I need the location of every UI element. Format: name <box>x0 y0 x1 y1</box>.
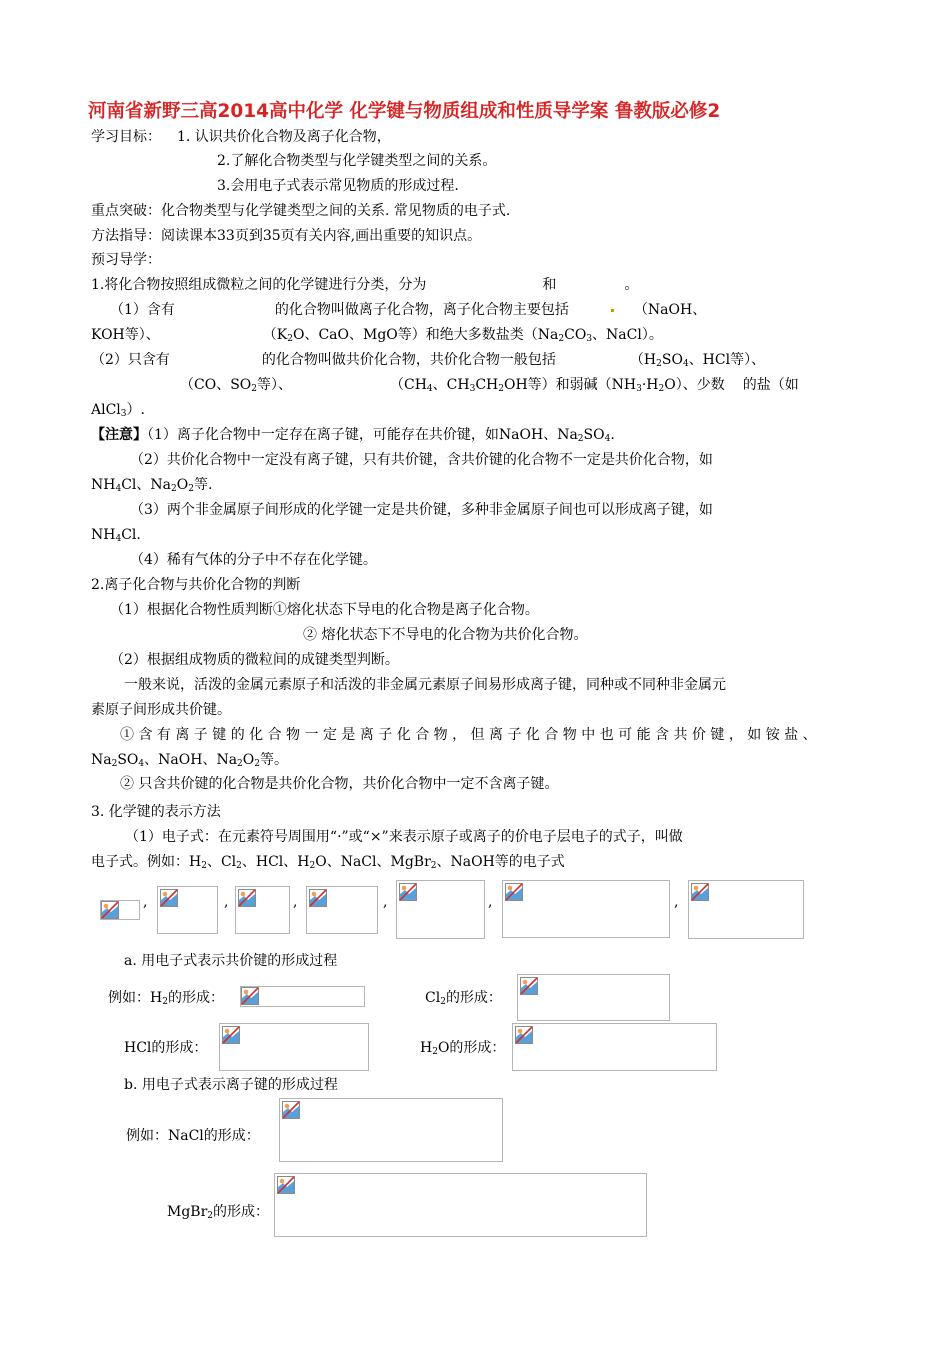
note-1 <box>91 426 615 444</box>
sub: 2 <box>236 861 242 871</box>
broken-image-icon <box>277 1176 295 1194</box>
nacl-formation-image <box>279 1098 503 1162</box>
mgbr2-b: 的形成： <box>213 1204 270 1220</box>
s1-p1-a: （1）含有 <box>110 302 175 318</box>
sub: 3 <box>469 384 476 394</box>
sub: 2 <box>251 384 257 394</box>
sub: 2 <box>432 1047 438 1057</box>
s1-p2-b: 的化合物叫做共价化合物，共价化合物一般包括 <box>261 352 556 368</box>
sub: 2 <box>656 359 662 369</box>
sub: 2 <box>558 334 565 344</box>
s1-p1-h: 、NaCl）。 <box>592 327 663 343</box>
cl2-formation-label <box>425 989 502 1007</box>
objectives-label <box>91 128 391 146</box>
nacl-formation-label: 例如：NaCl的形成： <box>126 1128 260 1144</box>
comma: , <box>488 894 493 910</box>
sub: 2 <box>188 484 194 494</box>
note-2-line2 <box>91 476 212 494</box>
s2-d2-d: O <box>242 752 255 768</box>
s1-p1-c: （NaOH、 <box>633 302 707 318</box>
s2-d2-b: SO <box>117 752 139 768</box>
note-3 <box>130 501 713 519</box>
sub: 2 <box>440 997 446 1007</box>
s3-p2-a: 电子式。例如：H <box>91 854 202 870</box>
s3-p2-c: 、HCl、H <box>241 854 310 870</box>
s1-p2-d: SO <box>661 352 683 368</box>
sub: 4 <box>426 384 433 394</box>
sub: 2 <box>111 759 118 769</box>
s1-p2-e: 、HCl等）、 <box>688 352 766 368</box>
s2-e: ② 只含共价键的化合物是共价化合物，共价化合物中一定不含离子键。 <box>120 776 559 792</box>
s2-heading: 2.离子化合物与共价化合物的判断 <box>91 577 301 593</box>
h2-formation-image <box>240 986 365 1007</box>
sub: 2 <box>287 334 293 344</box>
h2-b: 的形成： <box>167 990 224 1006</box>
note-1-c: . <box>610 427 615 443</box>
sub: 4 <box>682 359 689 369</box>
note-2-f: 等. <box>193 477 213 493</box>
hcl-formation-label: HCl的形成： <box>124 1040 208 1056</box>
broken-image-icon <box>160 889 178 907</box>
h2o-formation-image <box>512 1023 717 1071</box>
s1-p2-line2 <box>180 376 799 394</box>
sub: 2 <box>498 384 504 394</box>
s2-d2-c: 、NaOH、Na <box>144 752 238 768</box>
s1-p1-d: KOH等）、 <box>91 327 160 343</box>
sub: 3 <box>120 409 127 419</box>
note-2 <box>130 451 713 469</box>
note-3-a: （3）两个非金属原子间形成的化学键一定是共价键，多种非金属原子间也可以形成离子键，如 <box>130 502 713 518</box>
sub: 3 <box>586 334 593 344</box>
mark-dot <box>611 309 614 312</box>
electron-formula-cl2 <box>157 886 218 934</box>
s1-p2-j: CH <box>475 377 499 393</box>
sub: 2 <box>201 861 207 871</box>
note-2-e: O <box>176 477 189 493</box>
s2-b: （2）根据组成物质的微粒间的成键类型判断。 <box>110 652 399 668</box>
note-1-b: SO <box>583 427 605 443</box>
cl2-b: 的形成： <box>445 990 502 1006</box>
s1-p1-g: CO <box>564 327 587 343</box>
s2-c1: 一般来说，活泼的金属元素原子和活泼的非金属元素原子间易形成离子键，同种或不同种非金属元 <box>124 677 726 693</box>
sub: 2 <box>162 997 168 1007</box>
s1-p2-h: （CH <box>390 377 427 393</box>
note-3-c: Cl. <box>121 527 141 543</box>
h2-a: 例如：H <box>108 990 163 1006</box>
s1-p2-line3 <box>91 401 145 419</box>
note-label: 【注意】 <box>91 427 147 443</box>
broken-image-icon <box>520 977 538 995</box>
comma: , <box>674 894 679 910</box>
broken-image-icon <box>399 883 417 901</box>
electron-formula-nacl <box>396 880 485 939</box>
h2o-b: O的形成： <box>437 1040 506 1056</box>
sub: 3 <box>636 384 642 394</box>
s1-p1-e: （K <box>262 327 288 343</box>
electron-formula-mgbr2 <box>502 880 670 938</box>
s1-p2-l: ·H <box>641 377 659 393</box>
sub: 4 <box>115 484 122 494</box>
s3-p2 <box>91 853 565 871</box>
s3-b-label: b. 用电子式表示离子键的形成过程 <box>124 1077 338 1093</box>
s1-p2-a: （2）只含有 <box>91 352 170 368</box>
s1-p2-i: 、CH <box>432 377 470 393</box>
comma: , <box>383 894 388 910</box>
broken-image-icon <box>691 883 709 901</box>
s2-a1: （1）根据化合物性质判断①熔化状态下导电的化合物是离子化合物。 <box>110 602 539 618</box>
broken-image-icon <box>238 889 256 907</box>
s2-d2-a: Na <box>91 752 112 768</box>
broken-image-icon <box>282 1101 300 1119</box>
objective-3: 3.会用电子式表示常见物质的形成过程. <box>217 178 459 194</box>
h2o-a: H <box>420 1040 433 1056</box>
note-3-b: NH <box>91 527 116 543</box>
s3-p1: （1）电子式：在元素符号周围用“·”或“×”来表示原子或离子的价电子层电子的式子，叫做 <box>125 829 683 845</box>
s1-p1-b: 的化合物叫做离子化合物，离子化合物主要包括 <box>274 302 569 318</box>
s3-a-label: a. 用电子式表示共价键的形成过程 <box>124 953 338 969</box>
broken-image-icon <box>241 987 259 1005</box>
note-2-c: NH <box>91 477 116 493</box>
method-guide: 方法指导：阅读课本33页到35页有关内容,画出重要的知识点。 <box>91 228 482 244</box>
sub: 4 <box>138 759 145 769</box>
s1-intro-b: 和 <box>542 277 557 293</box>
s1-intro-c: 。 <box>624 277 639 293</box>
electron-formula-naoh <box>688 880 804 939</box>
broken-image-icon <box>309 889 327 907</box>
mgbr2-a: MgBr <box>167 1204 208 1220</box>
sub: 2 <box>309 861 316 871</box>
hcl-formation-image <box>219 1023 369 1071</box>
broken-image-icon <box>101 901 119 919</box>
electron-formula-h2 <box>100 900 140 920</box>
s1-p2-g: 等）、 <box>257 377 292 393</box>
s1-p2-f: （CO、SO <box>180 377 252 393</box>
h2o-formation-label <box>420 1039 505 1057</box>
note-2-a: （2）共价化合物中一定没有离子键，只有共价键，含共价键的化合物不一定是共价化合物， <box>130 452 699 468</box>
objective-1: 1. 认识共价化合物及离子化合物， <box>177 129 391 145</box>
s2-d1: ① 含 有 离 子 键 的 化 合 物 一 定 是 离 子 化 合 物 ， 但 离 子 化 合 物 中 也 可 能 含 共 价 键 ， 如 铵 盐 、 <box>120 727 817 743</box>
s1-p2-k: OH等）和弱碱（NH <box>503 377 637 393</box>
note-1-a: （1）离子化合物中一定存在离子键，可能存在共价键，如NaOH、Na <box>147 427 578 443</box>
comma: , <box>224 894 229 910</box>
objectives-label-text: 学习目标： <box>91 129 161 145</box>
note-2-d: Cl、Na <box>121 477 171 493</box>
s1-p1 <box>110 301 706 319</box>
sub: 2 <box>171 484 177 494</box>
s3-p2-b: 、Cl <box>206 854 237 870</box>
page-title: 河南省新野三高2014高中化学 化学键与物质组成和性质导学案 鲁教版必修2 <box>88 101 721 122</box>
comma: , <box>293 894 298 910</box>
s3-p2-e: 、NaOH等的电子式 <box>436 854 565 870</box>
s1-p2-o: AlCl <box>91 402 121 418</box>
sub: 2 <box>237 759 243 769</box>
s1-intro-a: 1.将化合物按照组成微粒之间的化学键进行分类，分为 <box>91 277 427 293</box>
h2-formation-label <box>108 989 224 1007</box>
note-4: （4）稀有气体的分子中不存在化学键。 <box>130 552 377 568</box>
s1-p2 <box>91 351 765 369</box>
note-2-b: 如 <box>698 452 713 468</box>
s1-p1-line2 <box>91 326 663 344</box>
s2-a2: ② 熔化状态下不导电的化合物为共价化合物。 <box>303 627 588 643</box>
s2-c2: 素原子间形成共价键。 <box>91 702 231 718</box>
electron-formula-h2o <box>306 886 378 934</box>
s1-p2-m: O）、少数 <box>664 377 725 393</box>
key-points: 重点突破：化合物类型与化学键类型之间的关系. 常见物质的电子式. <box>91 203 511 219</box>
sub: 2 <box>207 1211 214 1221</box>
s2-d2 <box>91 751 288 769</box>
s1-p2-n: 的盐（如 <box>742 377 799 393</box>
s3-heading: 3. 化学键的表示方法 <box>91 804 221 820</box>
s1-intro <box>91 276 638 294</box>
mgbr2-formation-label <box>167 1203 269 1221</box>
cl2-formation-image <box>517 974 670 1021</box>
cl2-a: Cl <box>425 990 441 1006</box>
comma: , <box>143 894 148 910</box>
broken-image-icon <box>515 1026 533 1044</box>
objective-2: 2.了解化合物类型与化学键类型之间的关系。 <box>217 153 497 169</box>
electron-formula-hcl <box>235 886 290 934</box>
note-3-line2 <box>91 526 141 544</box>
mgbr2-formation-image <box>274 1173 647 1237</box>
s1-p1-f: O、CaO、MgO等）和绝大多数盐类（Na <box>292 327 559 343</box>
broken-image-icon <box>222 1026 240 1044</box>
s1-p2-p: ）. <box>126 402 145 418</box>
sub: 2 <box>577 434 584 444</box>
broken-image-icon <box>505 883 523 901</box>
sub: 2 <box>430 861 437 871</box>
preview-heading: 预习导学： <box>91 252 161 268</box>
s3-p2-d: O、NaCl、MgBr <box>315 854 431 870</box>
s1-p2-c: （H <box>629 352 657 368</box>
sub: 4 <box>115 534 122 544</box>
sub: 2 <box>658 384 665 394</box>
s2-d2-e: 等。 <box>260 752 288 768</box>
sub: 2 <box>254 759 260 769</box>
sub: 4 <box>604 434 611 444</box>
